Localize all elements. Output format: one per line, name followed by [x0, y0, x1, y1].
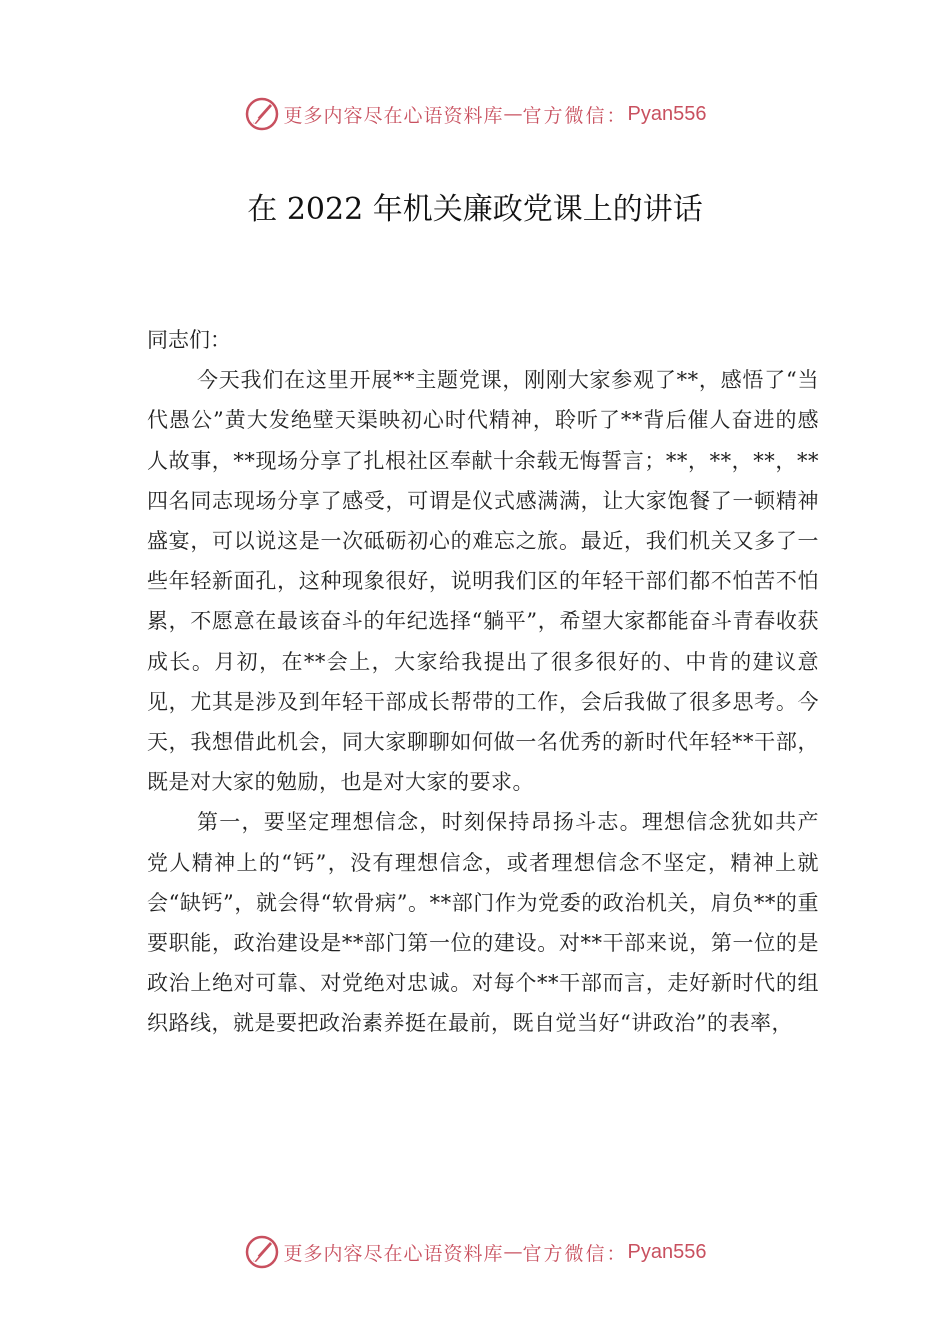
- quill-logo-icon: [244, 1234, 280, 1270]
- banner-separator: —: [503, 103, 523, 125]
- paragraph-first-point: 第一，要坚定理想信念，时刻保持昂扬斗志。理想信念犹如共产党人精神上的“钙”，没有理想信念，或者理想信念不坚定，精神上就会“缺钙”，就会得“软骨病”。**部门作为党委的政治机关，肩负**的重要职能，政治建设是**部门第一位的建设。对**干部来说，第一位的是政治上绝对可靠、对党绝对忠诚。对每个**干部而言，走好新时代的组织路线，就是要把政治素养挺在最前，既自觉当好“讲政治”的表率，: [147, 810, 819, 1036]
- quill-logo-icon: [244, 96, 280, 132]
- banner-wechat-id: Pyan556: [627, 102, 707, 125]
- banner-wechat-label: 官方微信：: [522, 1242, 628, 1265]
- banner-wechat-label: 官方微信：: [522, 104, 628, 127]
- document-body: [147, 320, 819, 1044]
- banner-slogan: 更多内容尽在心语资料库: [283, 1242, 504, 1265]
- document-title: 在 2022 年机关廉政党课上的讲话: [247, 192, 703, 227]
- banner-slogan: 更多内容尽在心语资料库: [283, 104, 504, 127]
- footer-banner: [0, 1232, 950, 1272]
- header-banner: [0, 94, 950, 134]
- banner-separator: —: [503, 1241, 523, 1263]
- salutation: 同志们：: [147, 328, 231, 352]
- banner-wechat-id: Pyan556: [627, 1240, 707, 1263]
- paragraph-intro: 今天我们在这里开展**主题党课，刚刚大家参观了**，感悟了“当代愚公”黄大发绝壁天渠映初心时代精神，聆听了**背后催人奋进的感人故事，**现场分享了扎根社区奉献十余载无悔誓言；**，**，**，**四名同志现场分享了感受，可谓是仪式感满满，让大家饱餐了一顿精神盛宴，可以说这是一次砥砺初心的难忘之旅。最近，我们机关又多了一些年轻新面孔，这种现象很好，说明我们区的年轻干部们都不怕苦不怕累，不愿意在最该奋斗的年纪选择“躺平”，希望大家都能奋斗青春收获成长。月初，在**会上，大家给我提出了很多很好的、中肯的建议意见，尤其是涉及到年轻干部成长帮带的工作，会后我做了很多思考。今天，我想借此机会，同大家聊聊如何做一名优秀的新时代年轻**干部，既是对大家的勉励，也是对大家的要求。: [147, 368, 819, 795]
